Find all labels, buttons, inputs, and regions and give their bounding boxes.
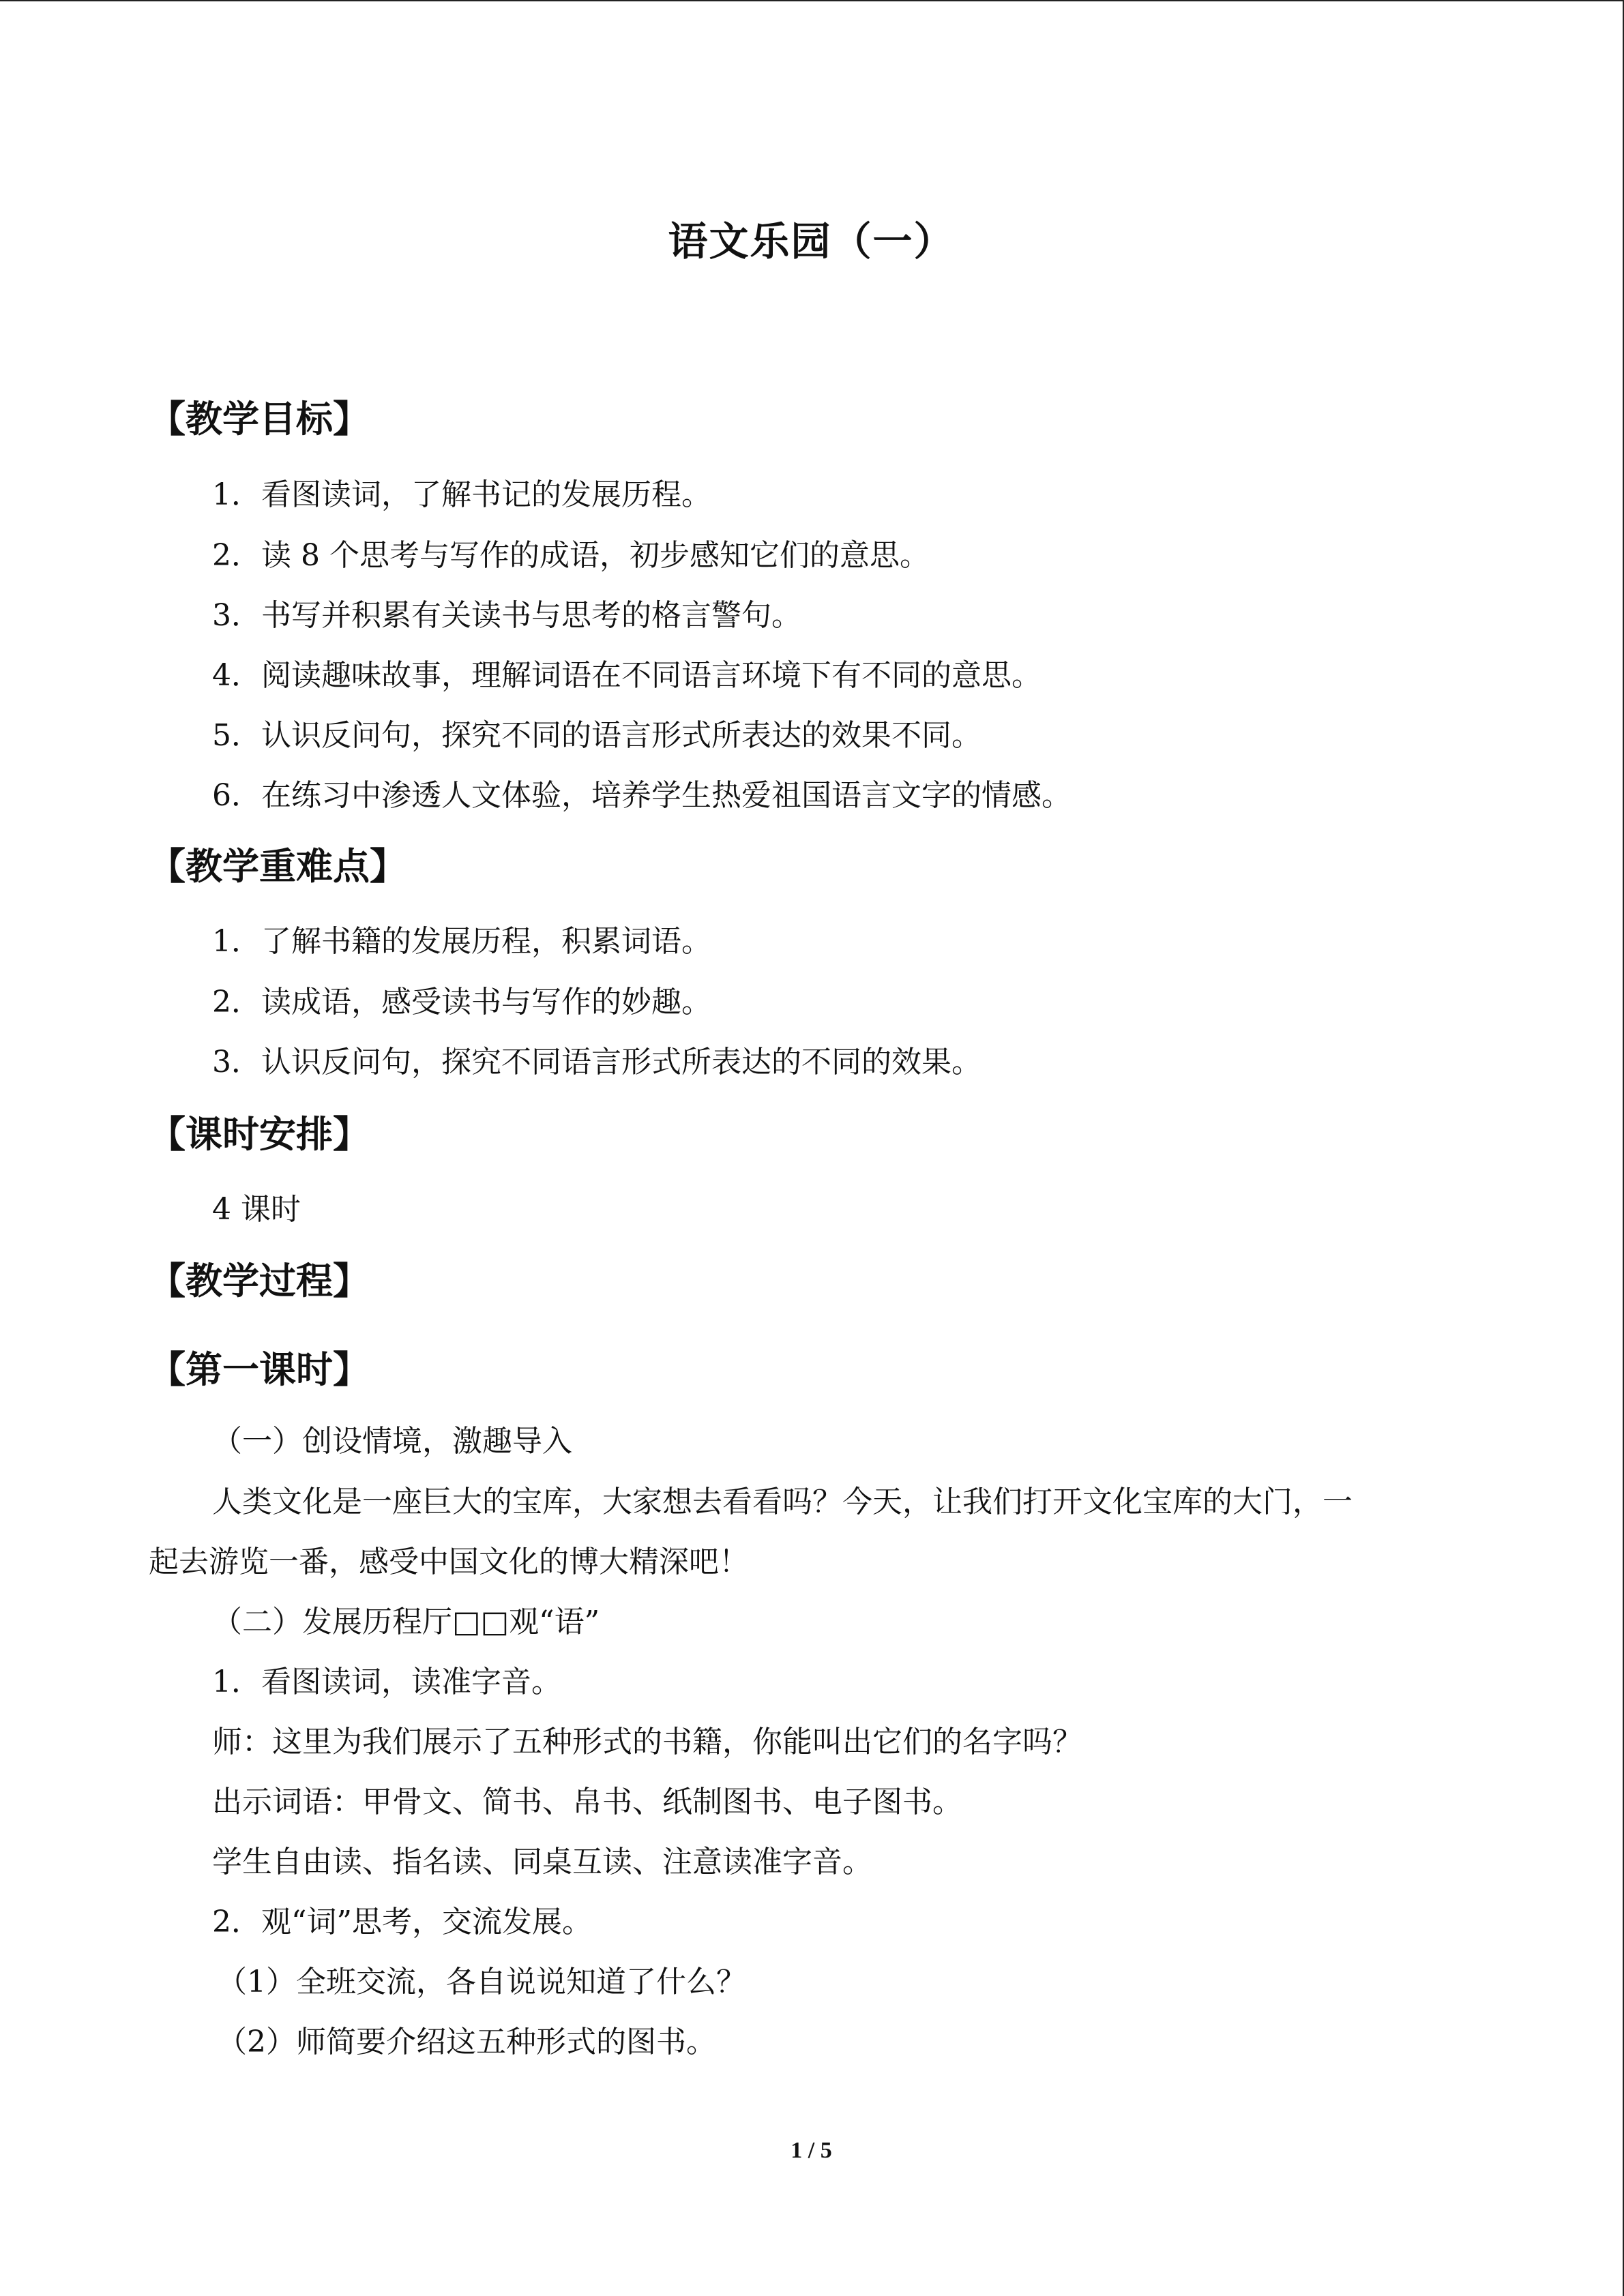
paragraph: 学生自由读、指名读、同桌互读、注意读准字音。 bbox=[212, 1845, 872, 1879]
key-point-item: 3．认识反问句，探究不同语言形式所表达的不同的效果。 bbox=[212, 1045, 981, 1079]
key-point-item: 1．了解书籍的发展历程，积累词语。 bbox=[212, 924, 711, 959]
goal-item: 4．阅读趣味故事，理解词语在不同语言环境下有不同的意思。 bbox=[212, 658, 1042, 693]
goal-item: 6．在练习中渗透人文体验，培养学生热爱祖国语言文字的情感。 bbox=[212, 778, 1072, 813]
heading-teaching-process: 【教学过程】 bbox=[149, 1259, 370, 1302]
step-heading: （二）发展历程厅□□观“语” bbox=[212, 1605, 600, 1639]
page-title: 语文乐园（一） bbox=[668, 218, 955, 265]
goal-item: 5．认识反问句，探究不同的语言形式所表达的效果不同。 bbox=[212, 718, 981, 753]
intro-paragraph-line: 起去游览一番，感受中国文化的博大精深吧！ bbox=[149, 1545, 749, 1579]
list-item: 2．观“词”思考，交流发展。 bbox=[212, 1905, 592, 1939]
intro-paragraph-line: 人类文化是一座巨大的宝库，大家想去看看吗？今天，让我们打开文化宝库的大门，一 bbox=[212, 1485, 1353, 1519]
heading-key-points: 【教学重难点】 bbox=[149, 845, 407, 888]
schedule-text: 4 课时 bbox=[212, 1192, 301, 1227]
goal-item: 3．书写并积累有关读书与思考的格言警句。 bbox=[212, 598, 801, 633]
sub-item: （2）师简要介绍这五种形式的图书。 bbox=[217, 2025, 716, 2059]
key-point-item: 2．读成语，感受读书与写作的妙趣。 bbox=[212, 985, 711, 1019]
heading-schedule: 【课时安排】 bbox=[149, 1113, 370, 1156]
goal-item: 2．读 8 个思考与写作的成语，初步感知它们的意思。 bbox=[212, 538, 930, 573]
page-number: 1 / 5 bbox=[791, 2138, 832, 2163]
step-heading: （一）创设情境，激趣导入 bbox=[212, 1424, 572, 1459]
goal-item: 1．看图读词，了解书记的发展历程。 bbox=[212, 477, 711, 512]
sub-item: （1）全班交流，各自说说知道了什么？ bbox=[217, 1965, 746, 1999]
paragraph: 出示词语：甲骨文、简书、帛书、纸制图书、电子图书。 bbox=[212, 1785, 962, 1819]
list-item: 1．看图读词，读准字音。 bbox=[212, 1665, 561, 1699]
paragraph: 师：这里为我们展示了五种形式的书籍，你能叫出它们的名字吗？ bbox=[212, 1725, 1082, 1759]
heading-teaching-goals: 【教学目标】 bbox=[149, 398, 370, 441]
heading-lesson-one: 【第一课时】 bbox=[149, 1348, 370, 1391]
